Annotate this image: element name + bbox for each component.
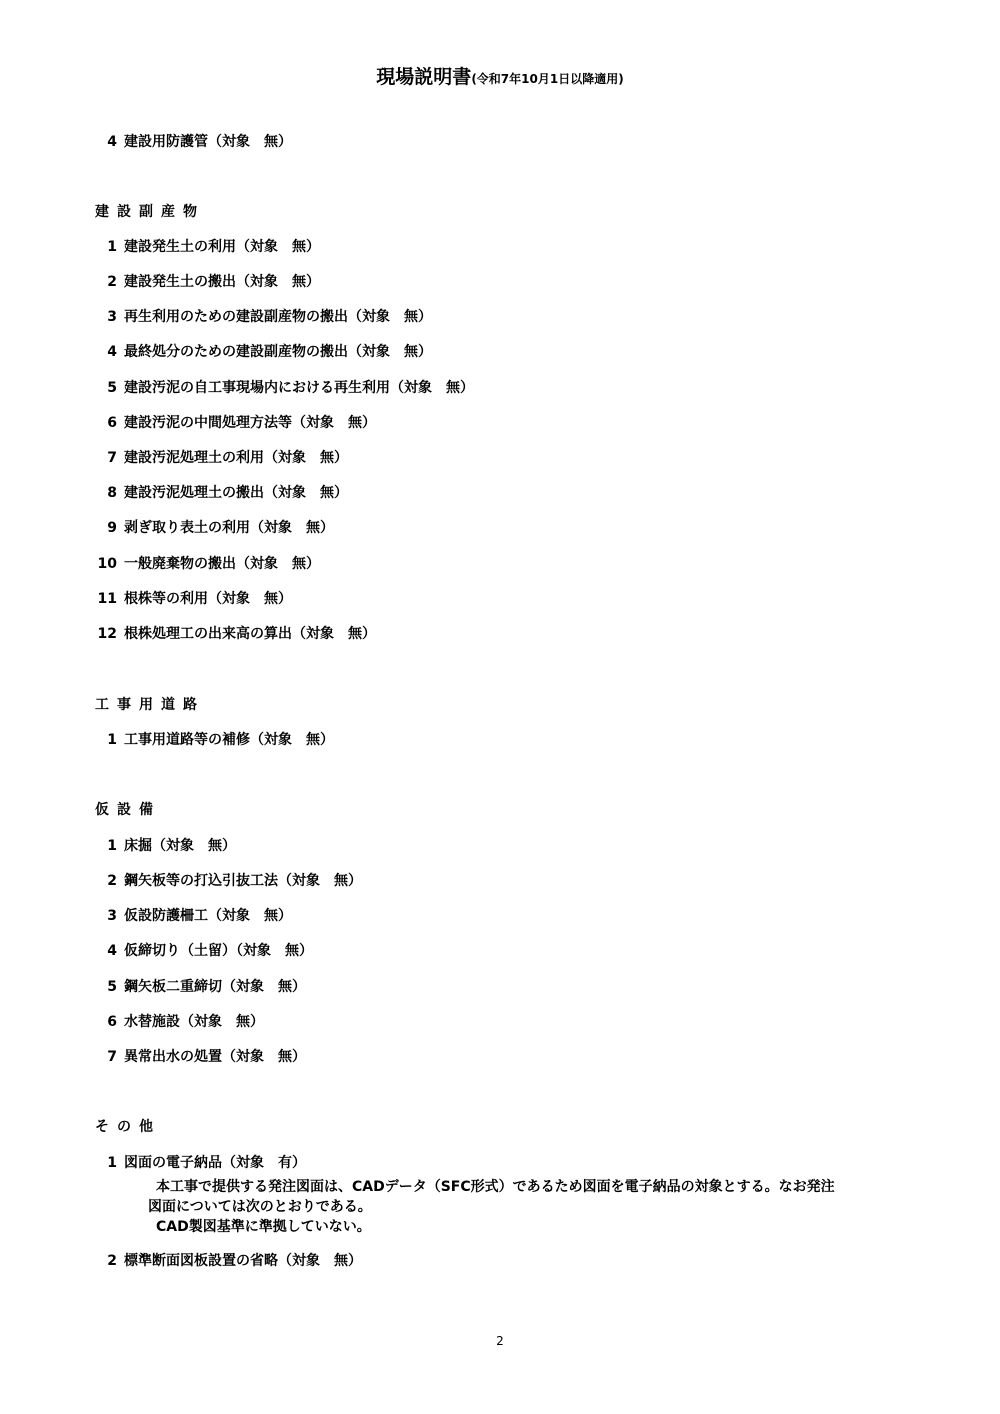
item-label: 剥ぎ取り表土の利用（対象 無） — [124, 520, 334, 536]
list-item — [95, 1046, 306, 1066]
item-number: 5 — [107, 979, 117, 995]
section-heading-construction-road: 工事用道路 — [95, 697, 205, 713]
title-subtitle: (令和7年10月1日以降適用) — [471, 72, 624, 86]
page-number: 2 — [496, 1334, 504, 1348]
item-number: 11 — [97, 591, 117, 607]
item-label: 最終処分のための建設副産物の搬出（対象 無） — [124, 344, 432, 360]
list-item — [95, 976, 306, 996]
item-label: 建設汚泥処理土の搬出（対象 無） — [124, 485, 348, 501]
list-item — [95, 1011, 264, 1031]
list-item — [95, 377, 474, 397]
list-item — [95, 588, 292, 608]
item-number: 1 — [107, 1155, 117, 1171]
item-label: 建設発生土の利用（対象 無） — [124, 239, 320, 255]
item-number: 5 — [107, 380, 117, 396]
list-item — [95, 905, 292, 925]
list-item — [95, 1250, 362, 1270]
list-item — [95, 553, 320, 573]
list-item — [95, 482, 348, 502]
item-label: 鋼矢板二重締切（対象 無） — [124, 979, 306, 995]
list-item — [95, 623, 376, 643]
list-item — [95, 835, 236, 855]
item-label: 図面の電子納品（対象 有） — [124, 1155, 306, 1171]
list-item — [95, 870, 362, 890]
list-item — [95, 517, 334, 537]
item-label: 水替施設（対象 無） — [124, 1014, 264, 1030]
item-number: 3 — [107, 309, 117, 325]
section-heading-construction-byproducts: 建設副産物 — [95, 204, 205, 220]
list-item — [95, 271, 320, 291]
item-number: 12 — [97, 626, 117, 642]
list-item — [95, 940, 313, 960]
item-label: 床掘（対象 無） — [124, 838, 236, 854]
section-heading-temporary-facilities: 仮設備 — [95, 802, 161, 818]
item-label: 一般廃棄物の搬出（対象 無） — [124, 556, 320, 572]
item-label: 鋼矢板等の打込引抜工法（対象 無） — [124, 873, 362, 889]
page-title — [0, 62, 1000, 89]
item-label: 建設汚泥の中間処理方法等（対象 無） — [124, 415, 376, 431]
note-line: 図面については次のとおりである。 — [148, 1199, 372, 1215]
item-label: 工事用道路等の補修（対象 無） — [124, 732, 334, 748]
item-number: 6 — [107, 415, 117, 431]
list-item — [95, 341, 432, 361]
item-number: 6 — [107, 1014, 117, 1030]
item-number: 8 — [107, 485, 117, 501]
note-line: CAD製図基準に準拠していない。 — [156, 1219, 371, 1235]
item-number: 1 — [107, 732, 117, 748]
item-number: 4 — [107, 344, 117, 360]
item-number: 10 — [97, 556, 117, 572]
item-number: 1 — [107, 239, 117, 255]
title-main: 現場説明書 — [376, 66, 472, 88]
item-label: 標準断面図板設置の省略（対象 無） — [124, 1253, 362, 1269]
item-number: 2 — [107, 1253, 117, 1269]
list-item — [95, 1152, 306, 1172]
item-number: 2 — [107, 873, 117, 889]
item-label: 再生利用のための建設副産物の搬出（対象 無） — [124, 309, 432, 325]
item-number: 1 — [107, 838, 117, 854]
item-number: 2 — [107, 274, 117, 290]
item-label: 根株処理工の出来高の算出（対象 無） — [124, 626, 376, 642]
list-item — [95, 131, 292, 151]
item-number: 9 — [107, 520, 117, 536]
list-item — [95, 729, 334, 749]
item-label: 異常出水の処置（対象 無） — [124, 1049, 306, 1065]
item-label: 建設用防護管（対象 無） — [124, 134, 292, 150]
list-item — [95, 306, 432, 326]
item-label: 建設汚泥の自工事現場内における再生利用（対象 無） — [124, 380, 474, 396]
item-label: 建設発生土の搬出（対象 無） — [124, 274, 320, 290]
item-number: 4 — [107, 134, 117, 150]
item-number: 3 — [107, 908, 117, 924]
item-label: 仮設防護柵工（対象 無） — [124, 908, 292, 924]
item-label: 根株等の利用（対象 無） — [124, 591, 292, 607]
list-item — [95, 412, 376, 432]
item-number: 7 — [107, 450, 117, 466]
section-heading-other: その他 — [95, 1119, 161, 1135]
item-number: 7 — [107, 1049, 117, 1065]
list-item — [95, 236, 320, 256]
electronic-delivery-note — [148, 1177, 898, 1237]
item-label: 仮締切り（土留）（対象 無） — [124, 943, 313, 959]
item-label: 建設汚泥処理土の利用（対象 無） — [124, 450, 348, 466]
list-item — [95, 447, 348, 467]
item-number: 4 — [107, 943, 117, 959]
note-line: 本工事で提供する発注図面は、CADデータ（SFC形式）であるため図面を電子納品の対象とする。なお発注 — [156, 1179, 835, 1195]
